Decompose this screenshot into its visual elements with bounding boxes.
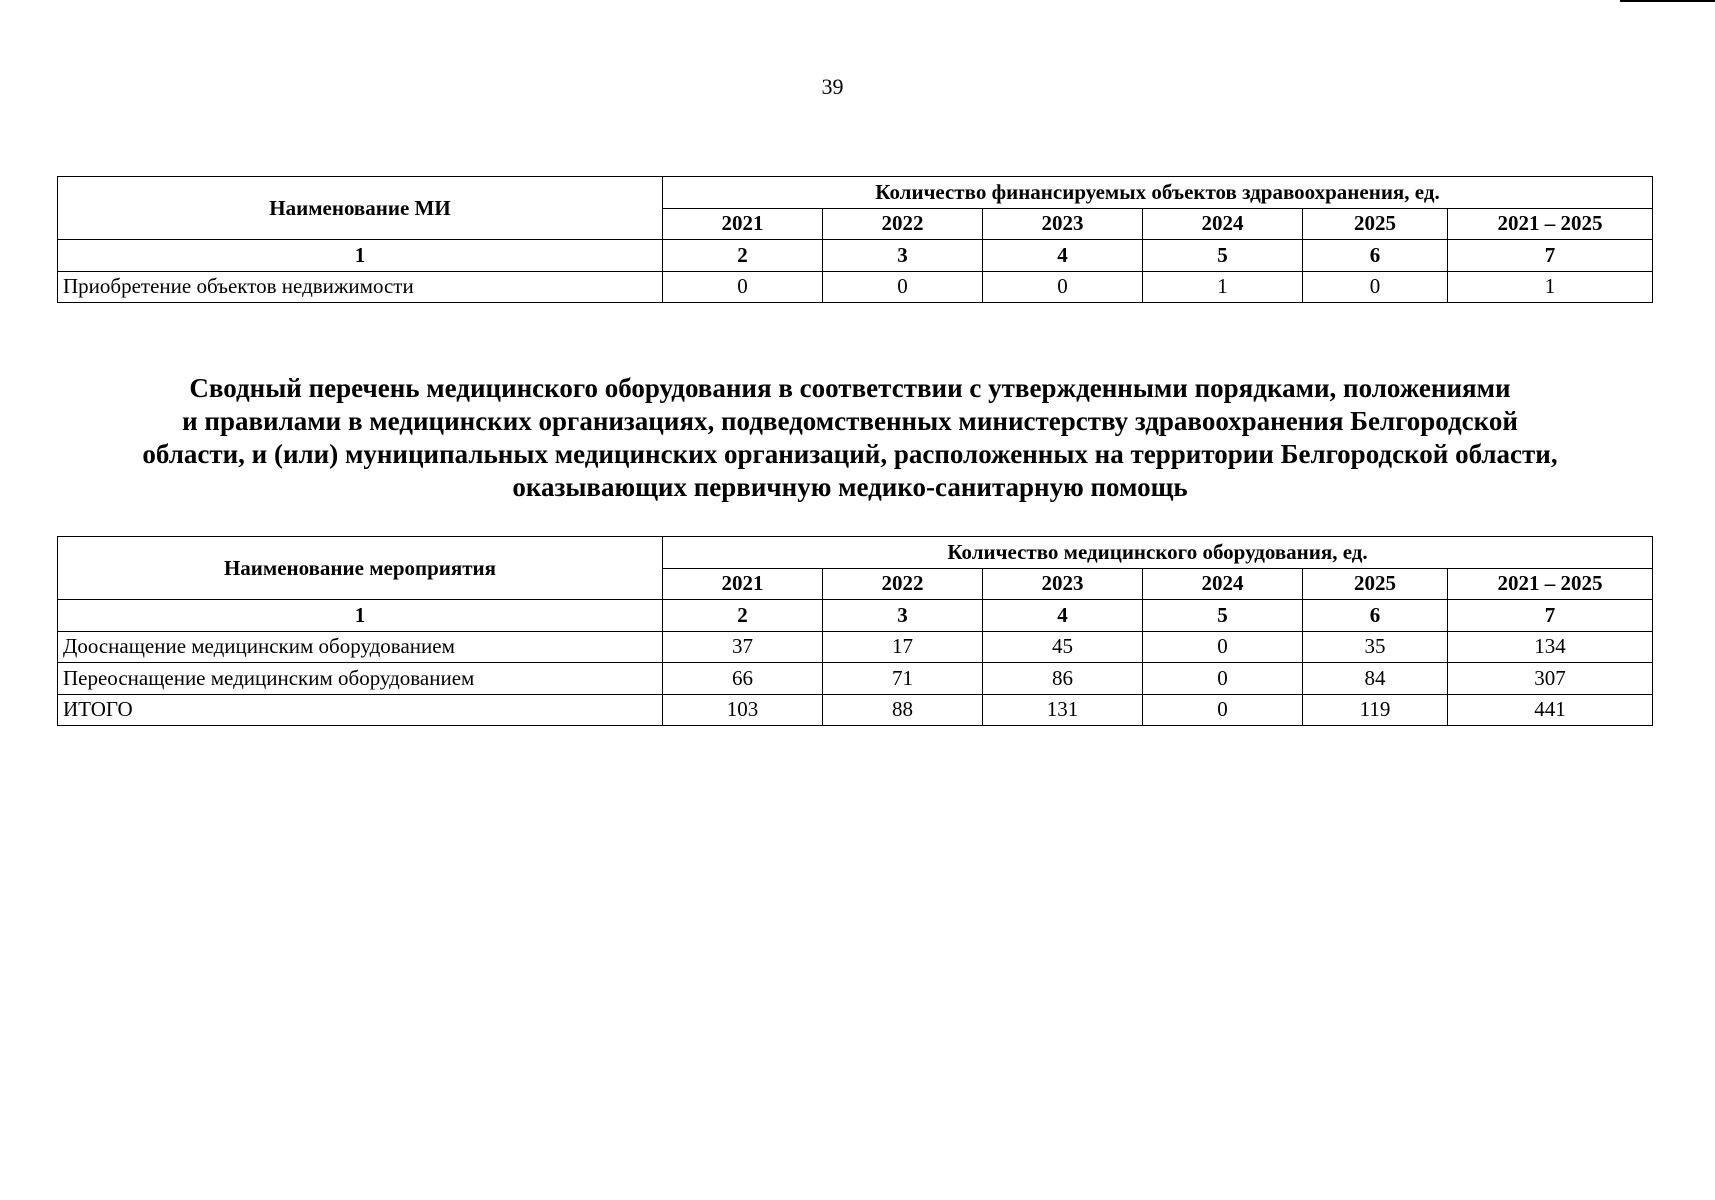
column-number: 1 (58, 600, 663, 632)
cell-value: 1 (1448, 271, 1653, 303)
column-numbering-row (58, 600, 1653, 632)
column-group-header: Количество финансируемых объектов здравоохранения, ед. (663, 177, 1653, 209)
year-header: 2023 (983, 208, 1143, 240)
cell-value: 0 (1143, 694, 1303, 726)
cell-value: 441 (1448, 694, 1653, 726)
cell-value: 103 (663, 694, 823, 726)
column-number: 5 (1143, 240, 1303, 272)
cell-value: 86 (983, 663, 1143, 695)
cell-value: 71 (823, 663, 983, 695)
column-number: 6 (1303, 600, 1448, 632)
cell-value: 84 (1303, 663, 1448, 695)
section-title-line: оказывающих первичную медико-санитарную помощь (512, 472, 1188, 502)
column-number: 4 (983, 600, 1143, 632)
column-number: 1 (58, 240, 663, 272)
real-estate-objects-table (57, 176, 1653, 303)
cell-value: 0 (663, 271, 823, 303)
column-number: 4 (983, 240, 1143, 272)
cell-value: 0 (1143, 663, 1303, 695)
cell-value: 45 (983, 631, 1143, 663)
section-title (20, 372, 1680, 504)
cell-value: 17 (823, 631, 983, 663)
column-number: 7 (1448, 600, 1653, 632)
cell-value: 307 (1448, 663, 1653, 695)
row-name: Дооснащение медицинским оборудованием (58, 631, 663, 663)
year-header: 2023 (983, 568, 1143, 600)
year-header: 2022 (823, 208, 983, 240)
column-number: 2 (663, 600, 823, 632)
year-header: 2024 (1143, 208, 1303, 240)
cell-value: 35 (1303, 631, 1448, 663)
cell-value: 1 (1143, 271, 1303, 303)
page-number: 39 (821, 74, 844, 99)
year-header: 2021 (663, 208, 823, 240)
cell-value: 134 (1448, 631, 1653, 663)
row-name: Приобретение объектов недвижимости (58, 271, 663, 303)
column-header-name: Наименование МИ (58, 177, 663, 240)
table-row (58, 663, 1653, 695)
cell-value: 0 (1303, 271, 1448, 303)
cell-value: 0 (983, 271, 1143, 303)
row-name: Переоснащение медицинским оборудованием (58, 663, 663, 695)
column-header-name: Наименование мероприятия (58, 537, 663, 600)
column-number: 3 (823, 600, 983, 632)
column-numbering-row (58, 240, 1653, 272)
section-title-line: области, и (или) муниципальных медицинских организаций, расположенных на территории Белгородской области, (142, 439, 1558, 469)
year-header: 2022 (823, 568, 983, 600)
year-header: 2025 (1303, 208, 1448, 240)
table-row (58, 631, 1653, 663)
table-row-total (58, 694, 1653, 726)
column-number: 2 (663, 240, 823, 272)
year-header: 2021 (663, 568, 823, 600)
section-title-line: Сводный перечень медицинского оборудования в соответствии с утвержденными порядками, положениями (189, 373, 1511, 403)
cell-value: 131 (983, 694, 1143, 726)
year-header: 2024 (1143, 568, 1303, 600)
cell-value: 88 (823, 694, 983, 726)
section-title-line: и правилами в медицинских организациях, подведомственных министерству здравоохранения Белгородской (182, 406, 1518, 436)
cell-value: 0 (1143, 631, 1303, 663)
medical-equipment-table (57, 536, 1653, 726)
column-group-header: Количество медицинского оборудования, ед. (663, 537, 1653, 569)
year-header: 2021 – 2025 (1448, 568, 1653, 600)
cell-value: 119 (1303, 694, 1448, 726)
column-number: 7 (1448, 240, 1653, 272)
row-name: ИТОГО (58, 694, 663, 726)
year-header: 2025 (1303, 568, 1448, 600)
cell-value: 37 (663, 631, 823, 663)
cell-value: 66 (663, 663, 823, 695)
column-number: 6 (1303, 240, 1448, 272)
scan-edge-line (1620, 0, 1715, 2)
column-number: 5 (1143, 600, 1303, 632)
column-number: 3 (823, 240, 983, 272)
cell-value: 0 (823, 271, 983, 303)
year-header: 2021 – 2025 (1448, 208, 1653, 240)
table-row (58, 271, 1653, 303)
